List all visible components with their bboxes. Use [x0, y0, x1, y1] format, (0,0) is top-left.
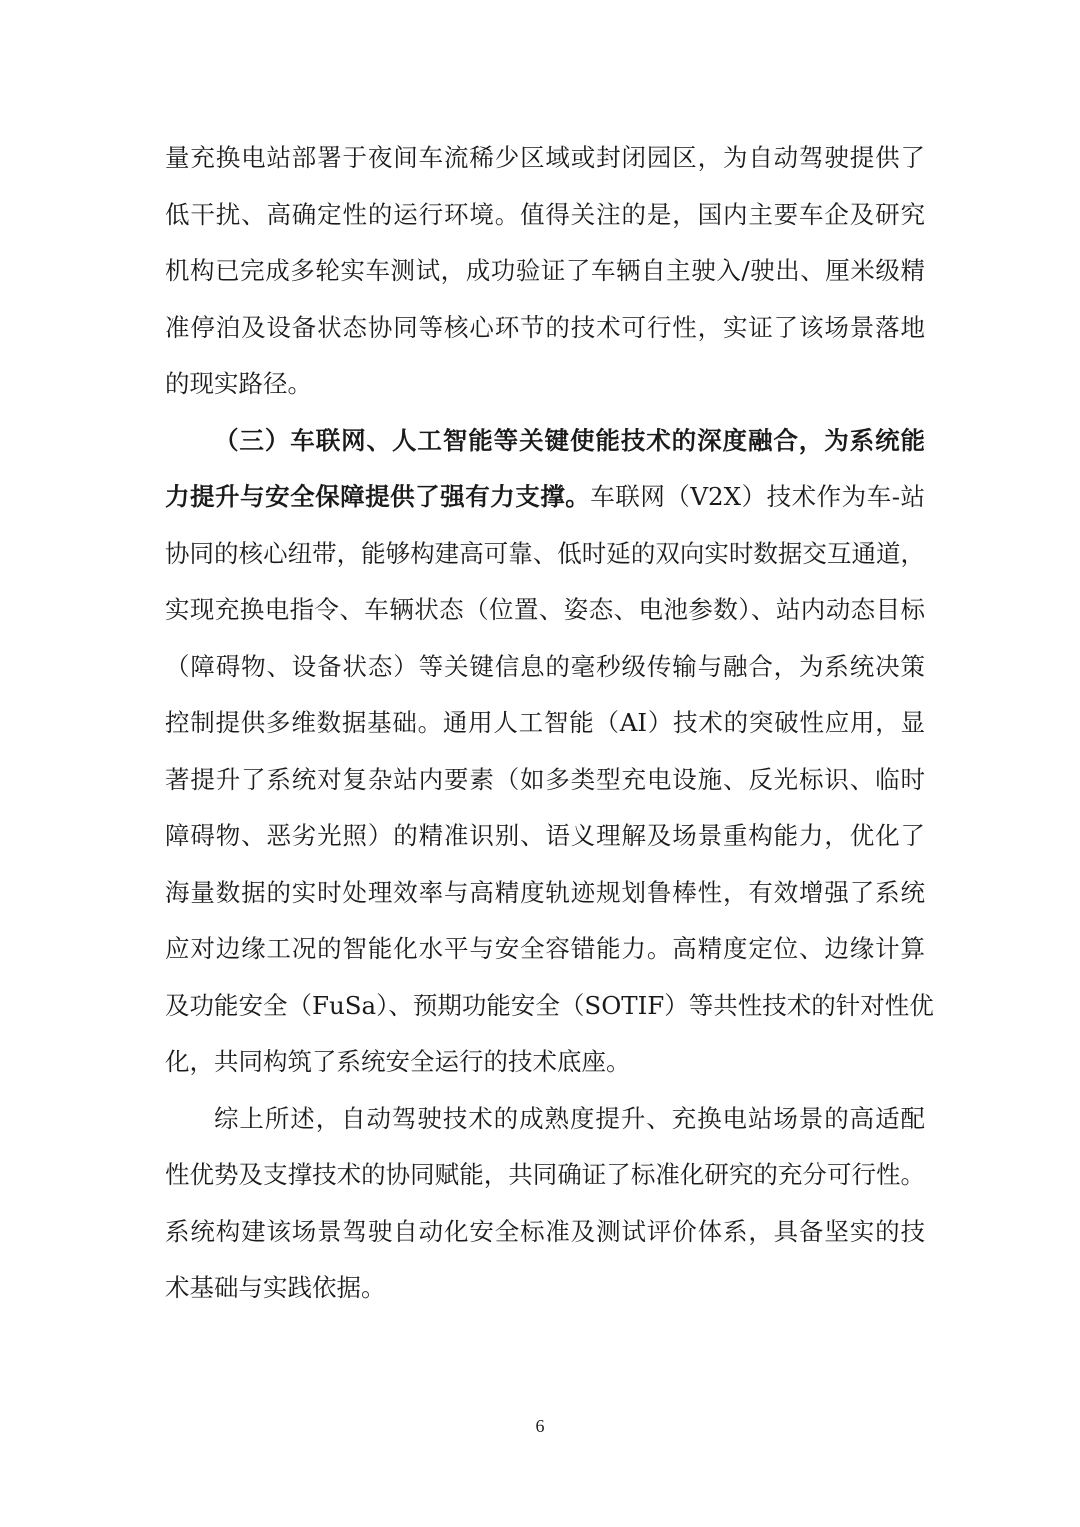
text-line: 应对边缘工况的智能化水平与安全容错能力。高精度定位、边缘计算: [165, 934, 925, 963]
text-line: 综上所述，自动驾驶技术的成熟度提升、充换电站场景的高适配: [214, 1103, 925, 1133]
page-number: 6: [535, 1416, 545, 1436]
text-line: 海量数据的实时处理效率与高精度轨迹规划鲁棒性，有效增强了系统: [165, 877, 925, 907]
text-line: 的现实路径。: [165, 369, 312, 398]
text-line: 控制提供多维数据基础。通用人工智能（AI）技术的突破性应用，显: [165, 708, 925, 737]
text-line: 障碍物、恶劣光照）的精准识别、语义理解及场景重构能力，优化了: [165, 821, 925, 850]
text-line: 量充换电站部署于夜间车流稀少区域或封闭园区，为自动驾驶提供了: [165, 143, 925, 172]
text-line: 系统构建该场景驾驶自动化安全标准及测试评价体系，具备坚实的技: [165, 1216, 925, 1246]
text-line: 性优势及支撑技术的协同赋能，共同确证了标准化研究的充分可行性。: [165, 1160, 925, 1189]
text-line: 化，共同构筑了系统安全运行的技术底座。: [165, 1047, 631, 1076]
paragraph-1: [165, 130, 925, 413]
text-line: 及功能安全（FuSa）、预期功能安全（SOTIF）等共性技术的针对性优: [165, 990, 934, 1020]
text-line: 实现充换电指令、车辆状态（位置、姿态、电池参数）、站内动态目标: [165, 595, 925, 624]
section-heading-line: （三）车联网、人工智能等关键使能技术的深度融合，为系统能: [214, 425, 925, 455]
paragraph-3: [165, 1091, 925, 1317]
text-line: （障碍物、设备状态）等关键信息的毫秒级传输与融合，为系统决策: [165, 651, 925, 681]
text-line: 术基础与实践依据。: [165, 1273, 386, 1302]
text-line: 著提升了系统对复杂站内要素（如多类型充电设施、反光标识、临时: [165, 764, 925, 794]
text-line: 机构已完成多轮实车测试，成功验证了车辆自主驶入/驶出、厘米级精: [165, 256, 925, 285]
paragraph-2: [165, 413, 934, 1091]
text-line: [165, 469, 925, 526]
text-line: 准停泊及设备状态协同等核心环节的技术可行性，实证了该场景落地: [165, 312, 925, 342]
text-run: 车联网（V2X）技术作为车-站: [590, 482, 926, 511]
text-line: 低干扰、高确定性的运行环境。值得关注的是，国内主要车企及研究: [165, 199, 925, 229]
text-line: 协同的核心纽带，能够构建高可靠、低时延的双向实时数据交互通道，: [165, 538, 925, 568]
body-text: [165, 130, 934, 1317]
section-heading-end: 力提升与安全保障提供了强有力支撑。: [165, 482, 591, 511]
